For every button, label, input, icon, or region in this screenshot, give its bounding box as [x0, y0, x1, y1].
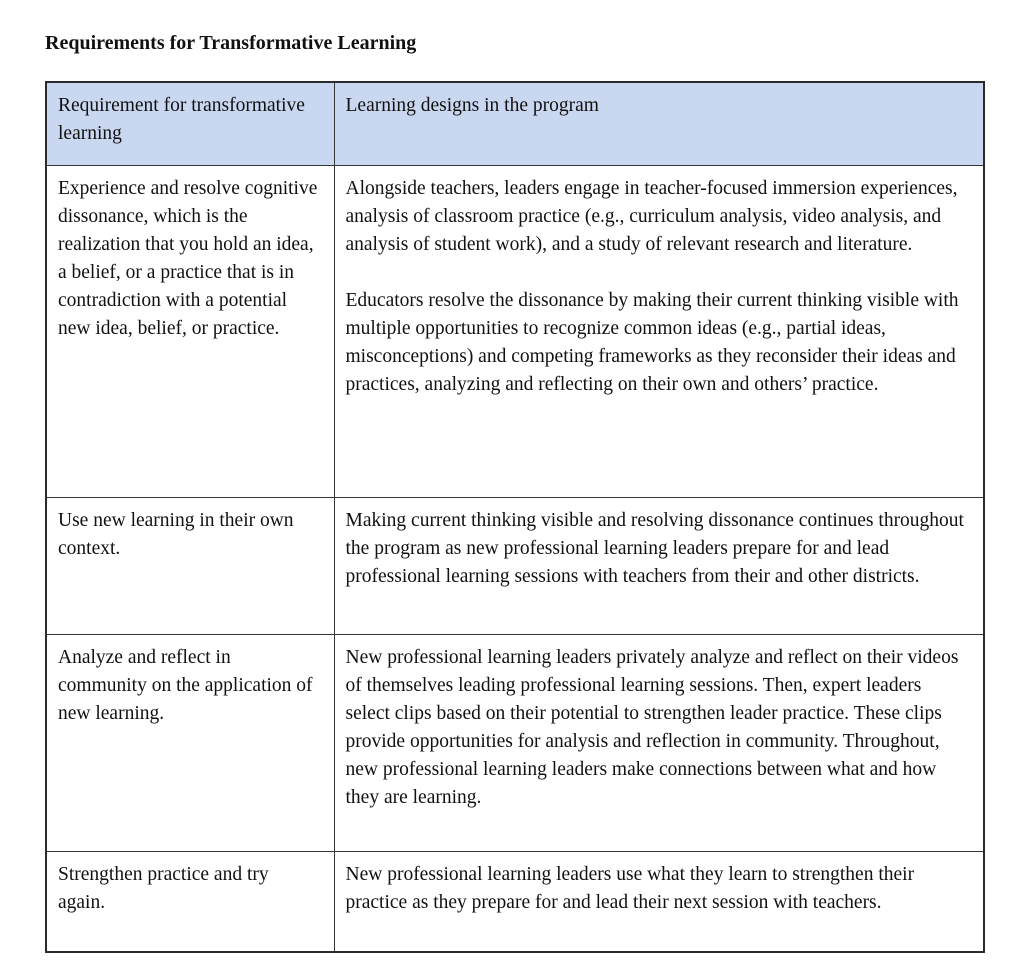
requirement-cell — [46, 497, 334, 634]
table-header-row — [46, 82, 984, 165]
requirement-cell — [46, 851, 334, 952]
page-title: Requirements for Transformative Learning — [45, 32, 417, 54]
requirements-table — [45, 81, 985, 953]
requirement-text: Strengthen practice and try again. — [58, 863, 269, 913]
designs-cell — [334, 851, 984, 952]
designs-paragraph: New professional learning leaders use what they learn to strengthen their practice as they prepare for and lead their next session with teachers. — [345, 863, 915, 913]
table-row — [46, 497, 984, 634]
requirement-cell — [46, 165, 334, 497]
column-header-learning-designs: Learning designs in the program — [334, 82, 984, 165]
table-row — [46, 634, 984, 851]
designs-paragraph: Alongside teachers, leaders engage in teacher-focused immersion experiences, analysis of classroom practice (e.g., curriculum analysis, video analysis, and analysis of student work), and a study of relevant research and literature. — [345, 177, 958, 255]
requirement-text: Analyze and reflect in community on the application of new learning. — [58, 646, 313, 724]
designs-cell — [334, 497, 984, 634]
designs-paragraph: Making current thinking visible and resolving dissonance continues throughout the program as new professional learning leaders prepare for and lead professional learning sessions with teachers from their and other districts. — [345, 509, 964, 587]
table-row — [46, 851, 984, 952]
designs-cell — [334, 165, 984, 497]
requirement-cell — [46, 634, 334, 851]
designs-cell — [334, 634, 984, 851]
requirement-text: Use new learning in their own context. — [58, 509, 294, 559]
table-row — [46, 165, 984, 497]
designs-paragraph: New professional learning leaders privately analyze and reflect on their videos of themselves leading professional learning sessions. Then, expert leaders select clips based on their potential to strengthen leader practice. These clips provide opportunities for analysis and reflection in community. Throughout, new professional learning leaders make connections between what and how they are learning. — [345, 646, 959, 808]
requirement-text: Experience and resolve cognitive dissonance, which is the realization that you hold an idea, a belief, or a practice that is in contradiction with a potential new idea, belief, or practice. — [58, 177, 318, 339]
designs-paragraph: Educators resolve the dissonance by making their current thinking visible with multiple opportunities to recognize common ideas (e.g., partial ideas, misconceptions) and competing frameworks as they reconsider their ideas and practices, analyzing and reflecting on their own and others’ practice. — [345, 289, 959, 395]
column-header-requirement: Requirement for transformative learning — [46, 82, 334, 165]
